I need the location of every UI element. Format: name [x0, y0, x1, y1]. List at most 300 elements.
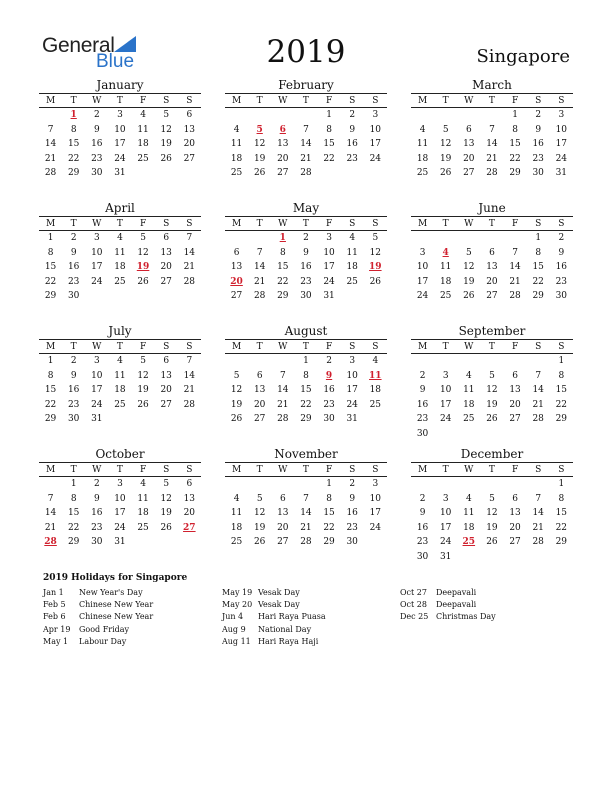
day-cell: 29 — [44, 291, 57, 302]
weekday-label: F — [511, 341, 519, 352]
weekday-label: M — [417, 341, 428, 352]
day-cell: 8 — [558, 370, 565, 381]
day-grid — [411, 231, 573, 304]
day-cell: 21 — [532, 522, 544, 533]
weekday-label: T — [70, 95, 77, 106]
empty-day-cell — [248, 231, 271, 246]
day-cell: 7 — [535, 370, 542, 381]
day-cell: 31 — [114, 168, 126, 179]
holiday-date: Aug 9 — [222, 624, 246, 634]
empty-day-cell — [434, 108, 457, 123]
logo-text-general: General — [42, 34, 115, 57]
day-cell: 2 — [349, 110, 356, 120]
day-cell: 1 — [47, 356, 54, 366]
day-cell: 25 — [114, 276, 126, 287]
day-cell: 24 — [416, 291, 429, 302]
day-cell: 7 — [303, 124, 309, 135]
holiday-day-cell: 28 — [44, 537, 57, 548]
day-cell: 3 — [372, 479, 379, 489]
weekday-label: F — [511, 218, 519, 229]
holiday-date: May 1 — [43, 636, 69, 646]
empty-day-cell — [480, 108, 503, 123]
month-november — [225, 447, 387, 550]
day-cell: 19 — [463, 276, 475, 287]
holiday-column — [400, 587, 576, 624]
day-cell: 17 — [555, 139, 568, 150]
day-cell: 9 — [535, 124, 542, 135]
holiday-column — [222, 587, 398, 648]
day-cell: 7 — [47, 124, 54, 135]
day-cell: 12 — [137, 247, 149, 258]
day-cell: 8 — [47, 247, 54, 258]
day-cell: 29 — [323, 537, 335, 548]
day-cell: 22 — [44, 399, 57, 410]
empty-day-cell — [457, 108, 480, 123]
day-cell: 15 — [555, 508, 568, 519]
holiday-day-cell: 1 — [70, 110, 77, 120]
day-cell: 10 — [555, 124, 568, 135]
weekday-label: S — [535, 218, 542, 229]
day-cell: 19 — [486, 522, 498, 533]
holiday-day-cell: 19 — [136, 262, 150, 273]
day-cell: 15 — [555, 385, 568, 396]
weekday-label: S — [163, 464, 170, 475]
day-cell: 28 — [183, 399, 196, 410]
day-cell: 13 — [160, 247, 172, 258]
day-cell: 6 — [465, 124, 472, 135]
day-cell: 25 — [346, 276, 358, 287]
empty-day-cell — [434, 354, 457, 369]
day-cell: 24 — [439, 414, 452, 425]
day-cell: 10 — [346, 370, 358, 381]
weekday-header — [411, 462, 573, 477]
day-cell: 27 — [509, 414, 521, 425]
day-cell: 11 — [416, 139, 429, 150]
empty-day-cell — [225, 108, 248, 123]
day-cell: 28 — [300, 168, 312, 179]
weekday-label: S — [535, 95, 542, 106]
weekday-label: T — [442, 218, 449, 229]
weekday-label: F — [325, 341, 333, 352]
day-cell: 16 — [532, 139, 544, 150]
day-cell: 15 — [277, 262, 289, 273]
month-title: January — [96, 78, 144, 92]
day-cell: 22 — [67, 153, 80, 164]
weekday-label: F — [139, 218, 147, 229]
empty-day-cell — [434, 231, 457, 246]
day-cell: 21 — [300, 522, 312, 533]
day-cell: 1 — [512, 110, 518, 120]
empty-day-cell — [39, 477, 62, 492]
day-cell: 23 — [416, 414, 429, 425]
empty-day-cell — [457, 231, 480, 246]
weekday-header — [411, 93, 573, 108]
day-cell: 2 — [349, 479, 356, 489]
weekday-label: M — [45, 341, 56, 352]
holiday-name: Christmas Day — [436, 612, 496, 622]
day-cell: 23 — [91, 153, 103, 164]
weekday-label: F — [325, 95, 333, 106]
holiday-name: Vesak Day — [258, 588, 300, 597]
day-cell: 27 — [253, 414, 266, 425]
weekday-header — [39, 93, 201, 108]
weekday-label: T — [70, 218, 77, 229]
day-cell: 18 — [439, 276, 452, 287]
day-cell: 4 — [419, 124, 426, 135]
day-cell: 14 — [183, 247, 196, 258]
holiday-row — [222, 624, 398, 636]
day-cell: 26 — [486, 414, 498, 425]
day-cell: 3 — [442, 370, 449, 381]
empty-day-cell — [480, 477, 503, 492]
day-cell: 11 — [439, 262, 452, 273]
day-cell: 12 — [463, 262, 475, 273]
day-cell: 30 — [91, 168, 103, 179]
weekday-label: T — [116, 95, 123, 106]
day-cell: 18 — [416, 153, 429, 164]
day-cell: 1 — [558, 479, 565, 489]
day-grid — [225, 354, 387, 427]
month-title: July — [108, 324, 132, 338]
empty-day-cell — [504, 477, 527, 492]
day-cell: 22 — [532, 276, 544, 287]
day-cell: 21 — [253, 276, 266, 287]
day-cell: 28 — [509, 291, 521, 302]
day-cell: 4 — [233, 493, 240, 504]
day-cell: 18 — [346, 262, 358, 273]
day-cell: 12 — [486, 385, 498, 396]
day-cell: 9 — [303, 247, 309, 258]
day-cell: 8 — [70, 124, 77, 135]
day-cell: 31 — [323, 291, 335, 302]
day-cell: 8 — [326, 124, 332, 135]
day-cell: 26 — [253, 168, 266, 179]
day-cell: 10 — [439, 385, 452, 396]
day-cell: 29 — [532, 291, 544, 302]
day-cell: 9 — [558, 247, 565, 258]
day-cell: 12 — [486, 508, 498, 519]
month-august — [225, 324, 387, 427]
weekday-label: M — [231, 95, 242, 106]
weekday-header — [225, 462, 387, 477]
day-cell: 24 — [323, 276, 335, 287]
day-cell: 14 — [183, 370, 196, 381]
day-cell: 14 — [532, 385, 544, 396]
holiday-row — [43, 636, 219, 648]
empty-day-cell — [527, 354, 550, 369]
day-cell: 7 — [535, 493, 542, 504]
day-cell: 6 — [256, 370, 263, 381]
day-cell: 25 — [369, 399, 382, 410]
day-cell: 14 — [300, 139, 312, 150]
day-cell: 3 — [326, 233, 332, 243]
weekday-label: T — [442, 95, 449, 106]
day-cell: 14 — [253, 262, 266, 273]
day-cell: 9 — [349, 124, 356, 135]
holiday-list-title: 2019 Holidays for Singapore — [43, 573, 188, 583]
weekday-label: T — [442, 464, 449, 475]
day-cell: 7 — [512, 247, 518, 258]
day-cell: 10 — [114, 493, 126, 504]
weekday-label: M — [45, 218, 56, 229]
day-cell: 4 — [349, 233, 356, 243]
holiday-day-cell: 19 — [369, 262, 382, 273]
weekday-label: F — [139, 95, 147, 106]
day-cell: 31 — [555, 168, 568, 179]
month-february — [225, 78, 387, 181]
day-cell: 26 — [137, 399, 149, 410]
page-title-year: 2019 — [266, 34, 346, 70]
day-cell: 7 — [489, 124, 495, 135]
day-cell: 16 — [91, 139, 103, 150]
day-cell: 8 — [303, 370, 309, 381]
weekday-label: M — [231, 464, 242, 475]
month-title: February — [278, 78, 334, 92]
day-cell: 1 — [326, 110, 332, 120]
empty-day-cell — [504, 231, 527, 246]
day-cell: 28 — [277, 414, 289, 425]
holiday-name: Deepavali — [436, 588, 477, 597]
day-cell: 2 — [93, 110, 100, 120]
holiday-row — [222, 611, 398, 623]
weekday-label: S — [349, 464, 356, 475]
weekday-label: S — [163, 95, 170, 106]
weekday-header — [225, 339, 387, 354]
weekday-label: S — [186, 95, 193, 106]
day-cell: 6 — [163, 356, 170, 366]
month-september — [411, 324, 573, 442]
day-cell: 13 — [183, 124, 196, 135]
day-cell: 5 — [372, 233, 379, 243]
day-cell: 19 — [486, 399, 498, 410]
day-cell: 3 — [93, 233, 100, 243]
country-label: Singapore — [476, 46, 570, 67]
day-cell: 16 — [416, 522, 429, 533]
day-cell: 28 — [253, 291, 266, 302]
day-cell: 12 — [230, 385, 243, 396]
weekday-label: T — [488, 464, 495, 475]
day-cell: 4 — [465, 493, 472, 504]
weekday-label: T — [70, 464, 77, 475]
day-cell: 3 — [117, 110, 123, 120]
day-cell: 10 — [369, 124, 382, 135]
month-title: April — [105, 201, 135, 215]
holiday-date: Aug 11 — [222, 636, 251, 646]
holiday-date: May 20 — [222, 600, 253, 610]
holiday-row — [222, 599, 398, 611]
month-title: December — [460, 447, 524, 461]
holiday-day-cell: 27 — [183, 522, 196, 533]
day-cell: 4 — [117, 356, 123, 366]
weekday-label: S — [163, 218, 170, 229]
day-cell: 16 — [91, 508, 103, 519]
holiday-row — [43, 611, 219, 623]
day-cell: 26 — [439, 168, 452, 179]
day-cell: 31 — [439, 551, 452, 562]
month-title: March — [472, 78, 512, 92]
day-cell: 9 — [70, 370, 77, 381]
day-cell: 9 — [419, 508, 426, 519]
day-cell: 25 — [230, 168, 243, 179]
holiday-day-cell: 11 — [369, 370, 382, 381]
day-cell: 6 — [512, 370, 518, 381]
weekday-label: W — [92, 218, 102, 229]
holiday-day-cell: 9 — [325, 370, 333, 381]
day-grid — [39, 477, 201, 550]
empty-day-cell — [411, 108, 434, 123]
weekday-label: S — [372, 95, 379, 106]
day-cell: 26 — [253, 537, 266, 548]
day-cell: 8 — [47, 370, 54, 381]
empty-day-cell — [39, 108, 62, 123]
day-cell: 24 — [114, 153, 126, 164]
day-cell: 23 — [91, 522, 103, 533]
empty-day-cell — [480, 231, 503, 246]
day-cell: 26 — [369, 276, 382, 287]
empty-day-cell — [271, 354, 294, 369]
empty-day-cell — [527, 477, 550, 492]
day-cell: 11 — [137, 493, 149, 504]
day-cell: 25 — [463, 414, 475, 425]
weekday-label: W — [278, 341, 288, 352]
day-cell: 30 — [555, 291, 568, 302]
day-cell: 21 — [277, 399, 289, 410]
day-cell: 25 — [439, 291, 452, 302]
day-grid — [411, 477, 573, 565]
day-cell: 6 — [186, 110, 193, 120]
day-cell: 17 — [114, 139, 126, 150]
day-cell: 20 — [183, 139, 196, 150]
empty-day-cell — [411, 354, 434, 369]
day-cell: 20 — [160, 385, 172, 396]
day-cell: 19 — [253, 522, 266, 533]
empty-day-cell — [225, 354, 248, 369]
weekday-label: M — [417, 218, 428, 229]
day-cell: 17 — [114, 508, 126, 519]
empty-day-cell — [480, 354, 503, 369]
day-cell: 15 — [323, 139, 335, 150]
day-cell: 23 — [346, 522, 358, 533]
day-cell: 31 — [346, 414, 358, 425]
weekday-label: F — [139, 464, 147, 475]
month-title: August — [284, 324, 328, 338]
weekday-label: S — [186, 218, 193, 229]
day-cell: 14 — [532, 508, 544, 519]
day-cell: 24 — [346, 399, 358, 410]
month-april — [39, 201, 201, 304]
day-cell: 21 — [509, 276, 521, 287]
day-cell: 13 — [463, 139, 475, 150]
day-cell: 22 — [277, 276, 289, 287]
day-cell: 1 — [303, 356, 309, 366]
holiday-name: Vesak Day — [258, 600, 300, 610]
day-cell: 24 — [439, 537, 452, 548]
day-cell: 8 — [279, 247, 286, 258]
weekday-label: M — [45, 464, 56, 475]
weekday-label: T — [488, 341, 495, 352]
day-cell: 25 — [137, 153, 149, 164]
empty-day-cell — [271, 108, 294, 123]
day-cell: 18 — [230, 522, 243, 533]
day-cell: 26 — [160, 153, 172, 164]
day-cell: 6 — [163, 233, 170, 243]
holiday-row — [400, 611, 576, 623]
day-cell: 18 — [463, 399, 475, 410]
holiday-date: Feb 6 — [43, 612, 66, 622]
day-cell: 18 — [114, 262, 126, 273]
day-cell: 10 — [416, 262, 429, 273]
weekday-label: F — [325, 218, 333, 229]
day-grid — [411, 108, 573, 181]
day-cell: 8 — [535, 247, 542, 258]
weekday-label: W — [92, 341, 102, 352]
day-cell: 11 — [463, 385, 475, 396]
day-cell: 29 — [67, 168, 80, 179]
weekday-label: T — [442, 341, 449, 352]
month-july — [39, 324, 201, 427]
day-cell: 21 — [183, 385, 196, 396]
day-cell: 10 — [114, 124, 126, 135]
day-cell: 9 — [349, 493, 356, 504]
day-cell: 28 — [300, 537, 312, 548]
day-cell: 5 — [163, 479, 170, 489]
weekday-label: T — [116, 464, 123, 475]
day-cell: 28 — [44, 168, 57, 179]
holiday-day-cell: 1 — [279, 233, 286, 243]
day-grid — [225, 231, 387, 304]
day-cell: 20 — [509, 522, 521, 533]
day-cell: 16 — [67, 262, 80, 273]
day-cell: 30 — [416, 428, 429, 439]
day-cell: 28 — [183, 276, 196, 287]
day-cell: 12 — [439, 139, 452, 150]
holiday-date: Jun 4 — [222, 612, 244, 622]
day-cell: 6 — [489, 247, 495, 258]
day-cell: 15 — [300, 385, 312, 396]
day-cell: 18 — [114, 385, 126, 396]
weekday-label: T — [302, 464, 309, 475]
empty-day-cell — [434, 477, 457, 492]
day-cell: 19 — [137, 385, 149, 396]
day-cell: 23 — [532, 153, 544, 164]
day-cell: 5 — [256, 493, 263, 504]
day-cell: 8 — [512, 124, 518, 135]
day-cell: 29 — [44, 414, 57, 425]
day-cell: 27 — [160, 276, 172, 287]
day-cell: 5 — [465, 247, 472, 258]
month-march — [411, 78, 573, 181]
weekday-label: T — [256, 464, 263, 475]
day-cell: 25 — [137, 522, 149, 533]
weekday-label: T — [116, 341, 123, 352]
holiday-row — [222, 636, 398, 648]
day-cell: 26 — [137, 276, 149, 287]
day-cell: 5 — [489, 493, 495, 504]
holiday-name: Good Friday — [79, 624, 130, 634]
day-cell: 9 — [93, 124, 100, 135]
day-cell: 20 — [277, 522, 289, 533]
day-cell: 2 — [326, 356, 332, 366]
day-cell: 19 — [253, 153, 266, 164]
day-cell: 5 — [163, 110, 170, 120]
weekday-label: S — [558, 95, 565, 106]
day-cell: 2 — [70, 356, 77, 366]
holiday-column — [43, 587, 219, 648]
day-cell: 4 — [117, 233, 123, 243]
month-january — [39, 78, 201, 181]
day-cell: 20 — [160, 262, 172, 273]
day-cell: 18 — [369, 385, 382, 396]
